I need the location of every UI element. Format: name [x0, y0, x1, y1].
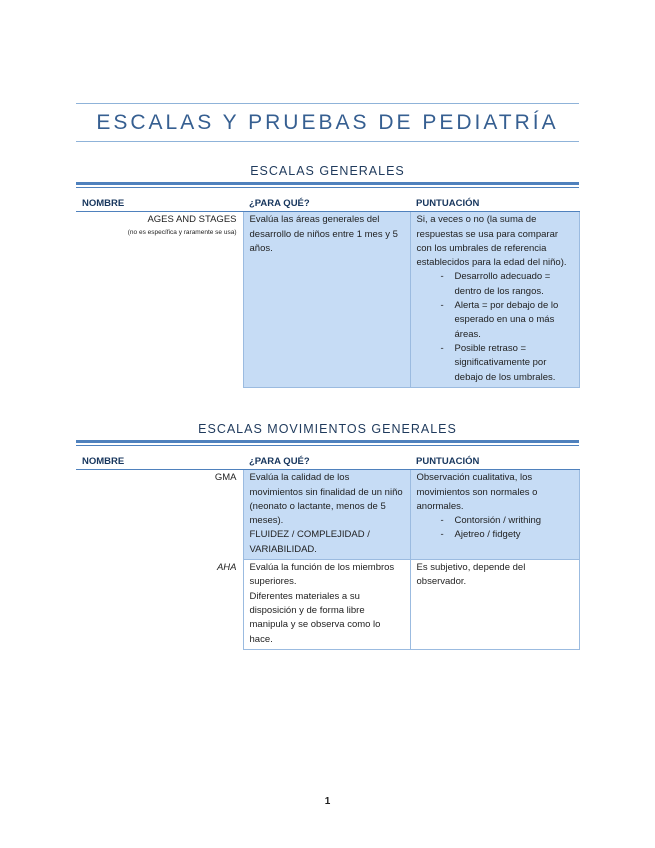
section-rule — [76, 440, 579, 443]
score-text: Observación cualitativa, los movimientos son normales o anormales. — [416, 472, 538, 512]
section-heading-movimientos-generales: ESCALAS MOVIMIENTOS GENERALES — [198, 422, 457, 436]
section-rule-thin — [76, 445, 579, 446]
title-block — [76, 103, 579, 142]
cell-score — [410, 212, 579, 388]
score-text: Es subjetivo, depende del observador. — [416, 562, 526, 588]
section-rule — [76, 182, 579, 185]
table-row — [76, 560, 579, 650]
list-item: - Contorsión / writhing — [441, 514, 573, 528]
table-movimientos-generales — [76, 451, 580, 650]
cell-name — [76, 212, 243, 388]
column-header-puntuacion: PUNTUACIÓN — [410, 193, 579, 212]
cell-name — [76, 560, 243, 650]
cell-name — [76, 470, 243, 560]
score-list — [417, 270, 573, 384]
cell-score — [410, 560, 579, 650]
column-header-para-que: ¿PARA QUÉ? — [243, 193, 410, 212]
table-header-row — [76, 193, 579, 212]
cell-purpose — [243, 560, 410, 650]
scale-name: AGES AND STAGES — [147, 214, 237, 226]
cell-purpose — [243, 470, 410, 560]
purpose-extra: FLUIDEZ / COMPLEJIDAD / VARIABILIDAD. — [249, 529, 370, 555]
cell-purpose — [243, 212, 410, 388]
purpose-text: Evalúa la función de los miembros superiores. — [249, 562, 395, 588]
table-escalas-generales — [76, 193, 580, 388]
column-header-nombre: NOMBRE — [76, 451, 243, 470]
score-list — [417, 514, 573, 543]
scale-name: GMA — [214, 472, 237, 484]
score-text: Si, a veces o no (la suma de respuestas se usa para comparar con los umbrales de referencia establecidos para la edad del niño). — [416, 214, 567, 269]
column-header-puntuacion: PUNTUACIÓN — [410, 451, 579, 470]
purpose-extra: Diferentes materiales a su disposición y de forma libre manipula y se observa como lo hace. — [249, 590, 381, 645]
list-item: - Ajetreo / fidgety — [441, 528, 573, 542]
cell-score — [410, 470, 579, 560]
table-row — [76, 470, 579, 560]
list-item: - Desarrollo adecuado = dentro de los rangos. — [441, 270, 573, 299]
scale-note: (no es específica y raramente se usa) — [127, 228, 237, 236]
scale-name: AHA — [216, 561, 237, 573]
column-header-nombre: NOMBRE — [76, 193, 243, 212]
list-item: - Alerta = por debajo de lo esperado en una o más áreas. — [441, 299, 573, 342]
purpose-text: Evalúa las áreas generales del desarrollo de niños entre 1 mes y 5 años. — [249, 214, 398, 254]
page-number: 1 — [324, 796, 331, 807]
list-item: - Posible retraso = significativamente por debajo de los umbrales. — [441, 342, 573, 385]
table-row — [76, 212, 579, 388]
section-rule-thin — [76, 187, 579, 188]
purpose-text: Evalúa la calidad de los movimientos sin finalidad de un niño (neonato o lactante, menos de 5 meses). — [249, 472, 403, 527]
table-header-row — [76, 451, 579, 470]
page-title: ESCALAS Y PRUEBAS DE PEDIATRÍA — [96, 110, 559, 134]
column-header-para-que: ¿PARA QUÉ? — [243, 451, 410, 470]
section-heading-escalas-generales: ESCALAS GENERALES — [250, 164, 405, 178]
